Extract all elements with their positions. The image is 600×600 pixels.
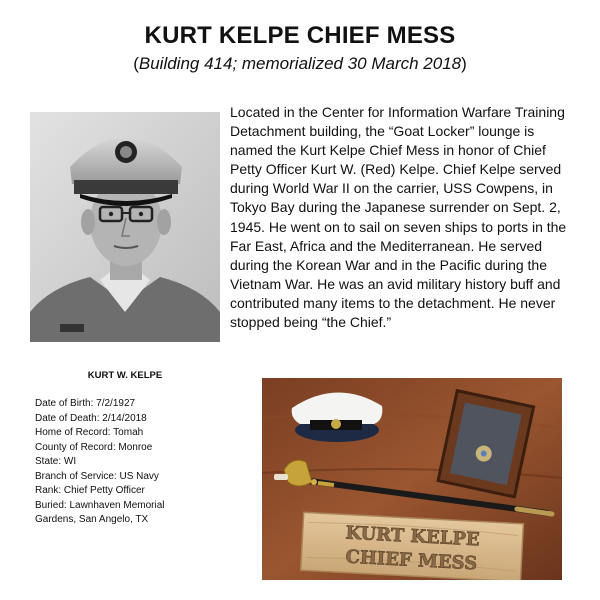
biography-text: Located in the Center for Information Warfare Training Detachment building, the “Goat Locker” lounge is named the Kurt Kelpe Chief Mess in honor of Chief Petty Officer Kurt W. (Red) Kelpe. Chief Kelpe served during World War II on the carrier, USS Cowpens, in Tokyo Bay during the Japanese surrender on Sept. 2, 1945. He went on to sail on seven ships to ports in the Far East, Africa and the Mediterranean. He served during the Korean War and in the Pacific during the Vietnam War. He was an avid military history buff and contributed many items to the detachment. He never stopped being “the Chief.” [230, 104, 567, 331]
portrait-photo [30, 112, 220, 342]
fact-birth-date: Date of Birth: 7/2/1927 [35, 398, 136, 409]
plaque-line-2: CHIEF MESS [345, 546, 478, 575]
fact-buried-line-1: Buried: Lawnhaven Memorial [35, 499, 165, 511]
memorial-display-photo [262, 378, 562, 580]
fact-rank: Rank: Chief Petty Officer [35, 485, 145, 496]
page-subtitle: (Building 414; memorialized 30 March 2018) [133, 54, 467, 73]
fact-death-date: Date of Death: 2/14/2018 [35, 412, 147, 424]
fact-buried-line-2: Gardens, San Angelo, TX [35, 514, 149, 525]
page-title: KURT KELPE CHIEF MESS [144, 22, 456, 49]
fact-state: State: WI [35, 456, 77, 467]
plaque-line-1: KURT KELPE [345, 522, 481, 551]
profile-facts [35, 397, 235, 528]
fact-branch: Branch of Service: US Navy [35, 470, 159, 482]
fact-county-of-record: County of Record: Monroe [35, 441, 153, 453]
fact-home-of-record: Home of Record: Tomah [35, 427, 144, 438]
person-name-caption: KURT W. KELPE [87, 370, 163, 381]
